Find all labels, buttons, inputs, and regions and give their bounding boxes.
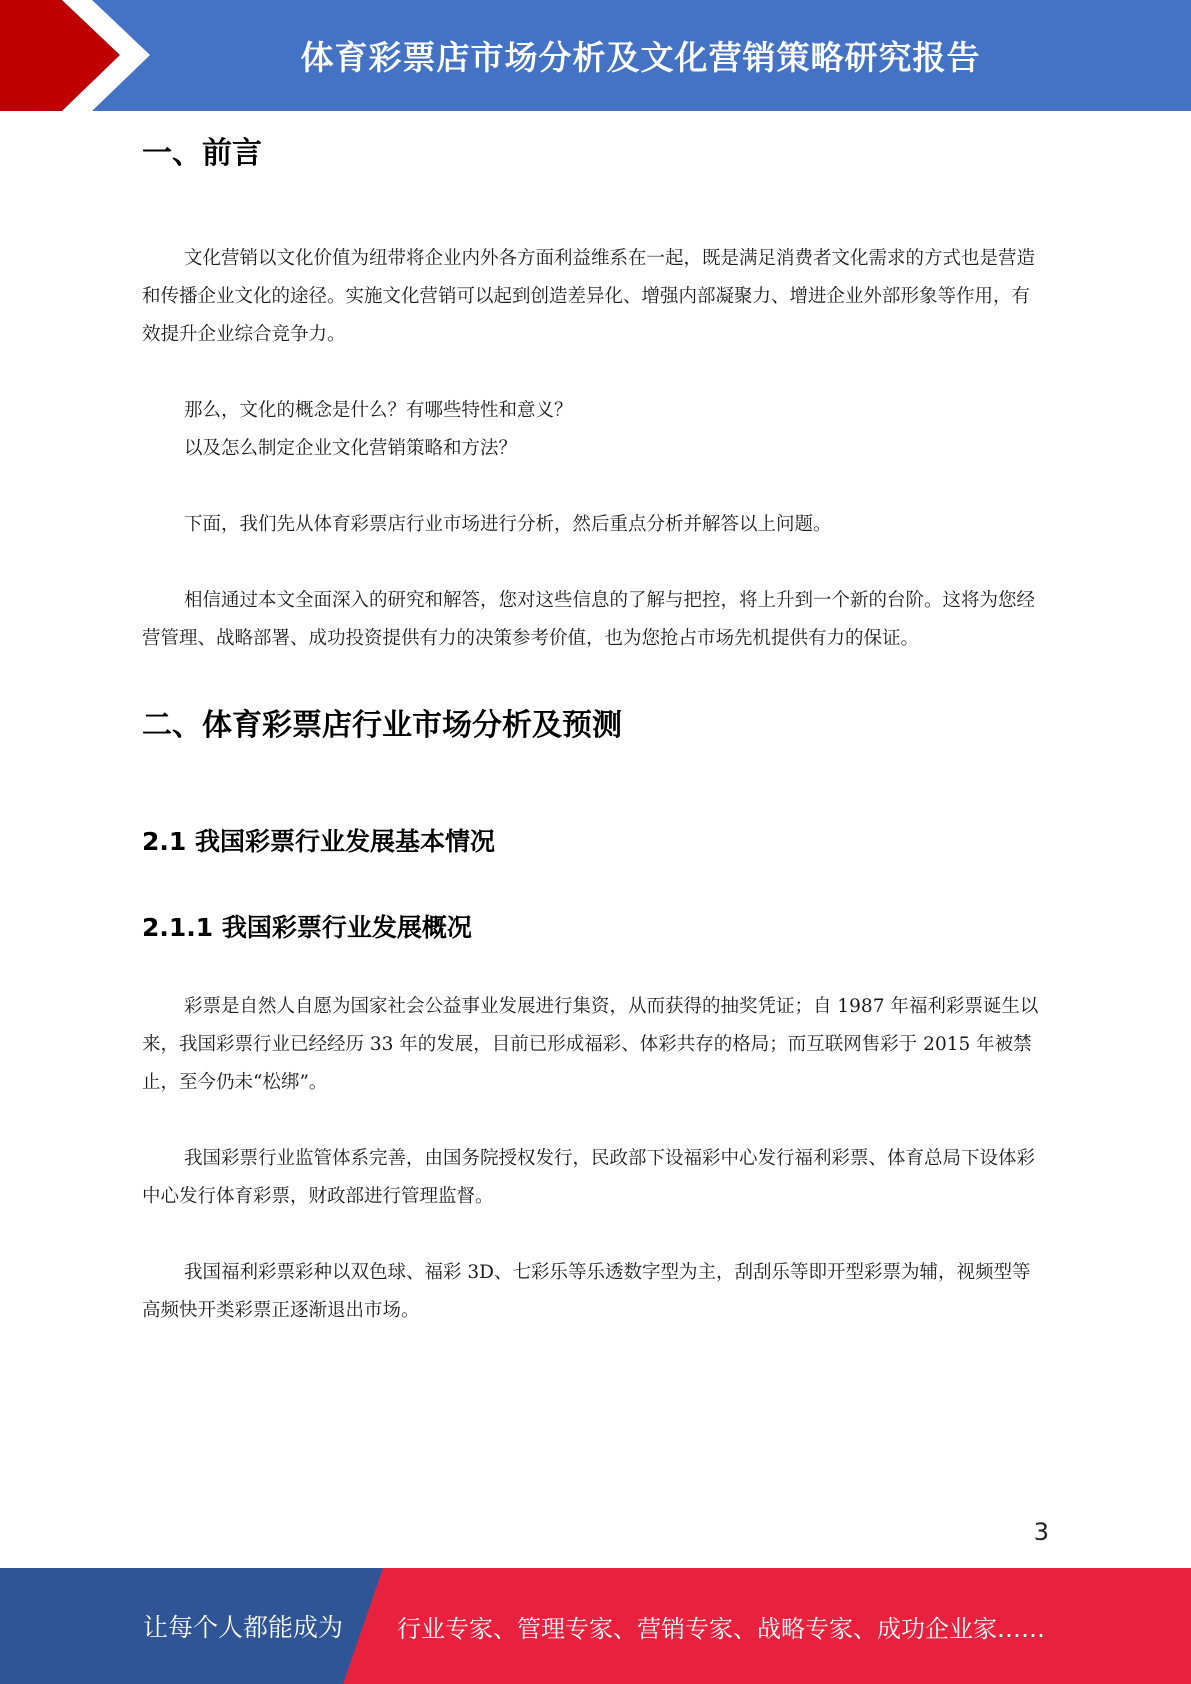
section-heading-preface: 一、前言: [142, 136, 262, 171]
footer-slogan-left: 让每个人都能成为: [143, 1613, 344, 1642]
section-heading-market-analysis: 二、体育彩票店行业市场分析及预测: [142, 708, 622, 743]
page-number: 3: [1033, 1518, 1049, 1546]
footer-slogan-right: 行业专家、管理专家、营销专家、战略专家、成功企业家……: [397, 1614, 1045, 1643]
paragraph: 下面，我们先从体育彩票店行业市场进行分析，然后重点分析并解答以上问题。: [184, 514, 832, 535]
subsection-heading: 2.1 我国彩票行业发展基本情况: [142, 827, 495, 856]
paragraph: 以及怎么制定企业文化营销策略和方法？: [184, 438, 518, 459]
paragraph: 我国彩票行业监管体系完善，由国务院授权发行，民政部下设福彩中心发行福利彩票、体育总局下设体彩中心发行体育彩票，财政部进行管理监督。: [142, 1148, 1036, 1207]
paragraph: 文化营销以文化价值为纽带将企业内外各方面利益维系在一起，既是满足消费者文化需求的方式也是营造和传播企业文化的途径。实施文化营销可以起到创造差异化、增强内部凝聚力、增进企业外部形象等作用，有效提升企业综合竞争力。: [142, 248, 1036, 345]
document-body: [142, 128, 1047, 1330]
paragraph: 那么，文化的概念是什么？有哪些特性和意义？: [184, 400, 573, 421]
paragraph: 相信通过本文全面深入的研究和解答，您对这些信息的了解与把控，将上升到一个新的台阶。这将为您经营管理、战略部署、成功投资提供有力的决策参考价值，也为您抢占市场先机提供有力的保证。: [142, 590, 1036, 649]
subsubsection-heading: 2.1.1 我国彩票行业发展概况: [142, 913, 472, 942]
header-arrow-decoration: [0, 0, 160, 111]
paragraph: 我国福利彩票彩种以双色球、福彩 3D、七彩乐等乐透数字型为主，刮刮乐等即开型彩票为辅，视频型等高频快开类彩票正逐渐退出市场。: [142, 1262, 1031, 1321]
paragraph: 彩票是自然人自愿为国家社会公益事业发展进行集资，从而获得的抽奖凭证；自 1987 年福利彩票诞生以来，我国彩票行业已经经历 33 年的发展，目前已形成福彩、体彩共存的格局；而互联网售彩于 2015 年被禁止，至今仍未“松绑”。: [142, 996, 1039, 1093]
page-header: [0, 0, 1191, 111]
page-footer: [0, 1568, 1191, 1684]
header-title: 体育彩票店市场分析及文化营销策略研究报告: [300, 38, 981, 77]
